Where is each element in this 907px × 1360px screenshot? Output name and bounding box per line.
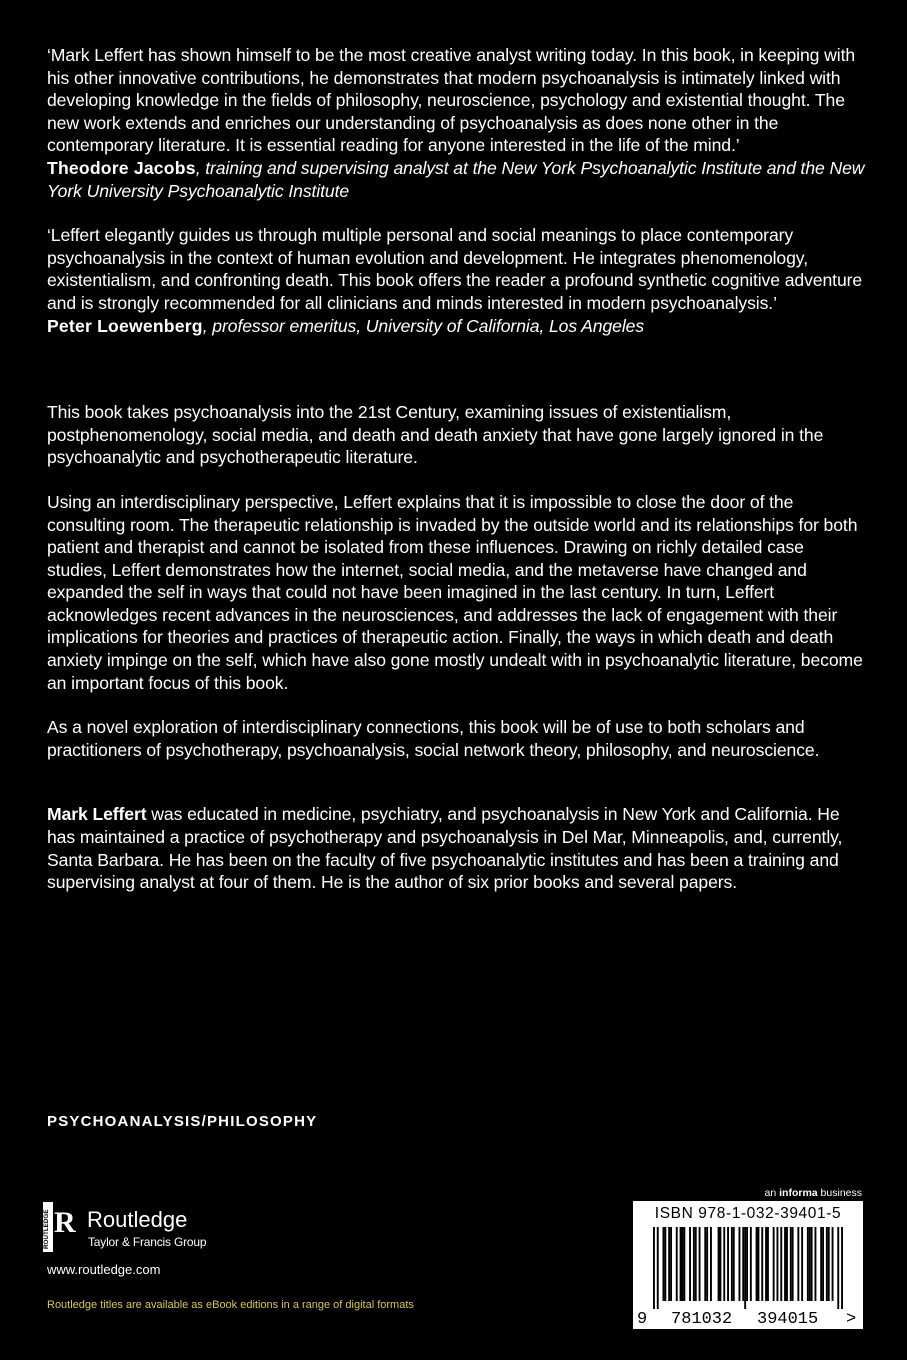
description-paragraph-2: Using an interdisciplinary perspective, Leffert explains that it is impossible to close the door of the consulting room. The therapeutic relationship is invaded by the outside world and its relationships for both patient and therapist and cannot be isolated from these influences. Drawing on richly detailed case studies, Leffert demonstrates how the internet, social media, and the metaverse have changed and expanded the self in ways that could not have been imagined in the last century. In turn, Leffert acknowledges recent advances in the neurosciences, and addresses the lack of engagement with their implications for theories and practices of therapeutic action. Finally, the ways in which death and death anxiety impinge on the self, which have also gone mostly undealt with in psychoanalytic literature, become an important focus of this book. <box>47 491 863 693</box>
barcode-bar <box>676 1227 678 1301</box>
barcode-bar <box>801 1227 803 1301</box>
barcode-bar <box>682 1227 684 1301</box>
barcode-bar <box>680 1227 682 1301</box>
barcode-bar <box>668 1227 670 1301</box>
review-quote-text: ‘Leffert elegantly guides us through multiple personal and social meanings to place contemporary psychoanalysis in the context of human evolution and development. He integrates phenomenology, existentialism, and confronting death. This book offers the reader a profound synthetic cognitive adventure and is strongly recommended for all clinicians and minds interested in modern psychoanalysis.’ <box>47 225 863 313</box>
reviewer-affiliation: , training and supervising analyst at the New York Psychoanalytic Institute and the New York University Psychoanalytic Institute <box>47 157 865 201</box>
barcode-bar <box>758 1227 760 1301</box>
barcode-bar <box>683 1227 685 1301</box>
barcode-bar <box>746 1227 748 1301</box>
barcode-bar <box>826 1227 828 1301</box>
routledge-logo <box>43 1202 243 1252</box>
ebook-note: Routledge titles are available as eBook editions in a range of digital formats <box>47 1299 414 1311</box>
barcode-bar <box>695 1227 697 1301</box>
review-quote-text: ‘Mark Leffert has shown himself to be the most creative analyst writing today. In this book, in keeping with his other innovative contributions, he demonstrates that modern psychoanalysis is intimately linked with developing knowledge in the fields of philosophy, neuroscience, psychology and existential thought. The new work extends and enriches our understanding of psychoanalysis as does none other in the contemporary literature. It is essential reading for anyone interested in the life of the mind.’ <box>47 45 856 156</box>
author-bio-text: was educated in medicine, psychiatry, and psychoanalysis in New York and California. He has maintained a practice of psychotherapy and psychoanalysis in Del Mar, Minneapolis, and, currently, Santa Barbara. He has been on the faculty of five psychoanalytic institutes and has been a training and supervising analyst at four of them. He is the author of six prior books and several papers. <box>47 804 843 893</box>
publisher-name: Routledge <box>87 1207 188 1232</box>
barcode-bar <box>727 1227 729 1301</box>
review-attribution <box>47 157 865 202</box>
barcode-bar <box>780 1227 782 1301</box>
barcode-icon <box>633 1223 863 1329</box>
barcode-bar <box>731 1227 733 1301</box>
informa-business-label <box>765 1187 862 1199</box>
barcode-bar <box>744 1227 746 1309</box>
barcode-bar <box>699 1227 701 1301</box>
barcode-bar <box>720 1227 722 1301</box>
reviewer-name: Theodore Jacobs <box>47 157 196 178</box>
barcode-bar <box>815 1227 817 1301</box>
barcode-bar <box>761 1227 763 1301</box>
informa-suffix: business <box>817 1187 862 1199</box>
barcode-bar <box>777 1227 779 1301</box>
informa-name: informa <box>779 1187 818 1199</box>
barcode-bar <box>657 1227 659 1309</box>
barcode-bar <box>718 1227 720 1301</box>
review-attribution <box>47 315 865 338</box>
barcode-first-digit: 9 <box>637 1310 648 1329</box>
review-quote-2 <box>47 224 865 337</box>
informa-prefix: an <box>764 1187 780 1199</box>
barcode-bar <box>822 1227 824 1301</box>
barcode-bar <box>767 1227 769 1301</box>
barcode-bar <box>837 1227 839 1309</box>
barcode-bar <box>706 1227 708 1301</box>
barcode-bar <box>704 1227 706 1301</box>
back-cover-text <box>47 44 865 916</box>
barcode-bar <box>742 1227 744 1301</box>
barcode-bar <box>733 1227 735 1301</box>
reviewer-name: Peter Loewenberg <box>47 315 203 336</box>
barcode-bar <box>756 1227 758 1301</box>
barcode-bar <box>784 1227 786 1301</box>
barcode-bar <box>653 1227 655 1309</box>
barcode-bar <box>811 1227 813 1301</box>
barcode-bar <box>663 1227 665 1301</box>
barcode-bar <box>841 1227 843 1309</box>
isbn-number: ISBN 978-1-032-39401-5 <box>654 1205 842 1222</box>
author-name: Mark Leffert <box>47 804 147 825</box>
author-bio <box>47 803 865 893</box>
reviewer-affiliation: , professor emeritus, University of California, Los Angeles <box>202 315 645 336</box>
barcode-bar <box>807 1227 809 1301</box>
barcode-bar <box>809 1227 811 1301</box>
review-quote-1 <box>47 44 865 202</box>
barcode-bar <box>750 1227 752 1301</box>
barcode-bar <box>832 1227 834 1301</box>
logo-mark-letter: R <box>54 1206 76 1239</box>
barcode-bar <box>773 1227 775 1301</box>
publisher-url[interactable]: www.routledge.com <box>47 1262 161 1277</box>
barcode-bar <box>710 1227 712 1301</box>
barcode-bar <box>693 1227 695 1301</box>
description-paragraph-1: This book takes psychoanalysis into the 21st Century, examining issues of existentialism, postphenomenology, social media, and death and death anxiety that have gone largely ignored in the psychoanalytic and psychotherapeutic literature. <box>47 402 824 468</box>
barcode-bar <box>689 1227 691 1301</box>
barcode-bar <box>828 1227 830 1301</box>
barcode-bar <box>820 1227 822 1301</box>
barcode-bar <box>664 1227 666 1301</box>
barcode-bar <box>797 1227 799 1301</box>
barcode-left-digits: 781032 <box>671 1310 733 1329</box>
logo-vertical-text: ROUTLEDGE <box>43 1209 50 1249</box>
barcode-quiet-mark: > <box>846 1310 857 1329</box>
barcode-bar <box>792 1227 794 1301</box>
routledge-r-icon <box>43 1202 76 1252</box>
barcode-bar <box>670 1227 672 1301</box>
isbn-barcode <box>633 1201 863 1329</box>
barcode-bar <box>723 1227 725 1301</box>
barcode-bar <box>765 1227 767 1301</box>
barcode-bar <box>739 1227 741 1301</box>
publisher-group: Taylor & Francis Group <box>88 1235 207 1249</box>
description-paragraph-3: As a novel exploration of interdisciplinary connections, this book will be of use to both scholars and practitioners of psychotherapy, psychoanalysis, social network theory, philosophy, and neuroscience. <box>47 717 820 760</box>
barcode-bar <box>790 1227 792 1301</box>
barcode-right-digits: 394015 <box>757 1310 819 1329</box>
subject-category: PSYCHOANALYSIS/PHILOSOPHY <box>47 1113 318 1130</box>
barcode-bar <box>786 1227 788 1301</box>
